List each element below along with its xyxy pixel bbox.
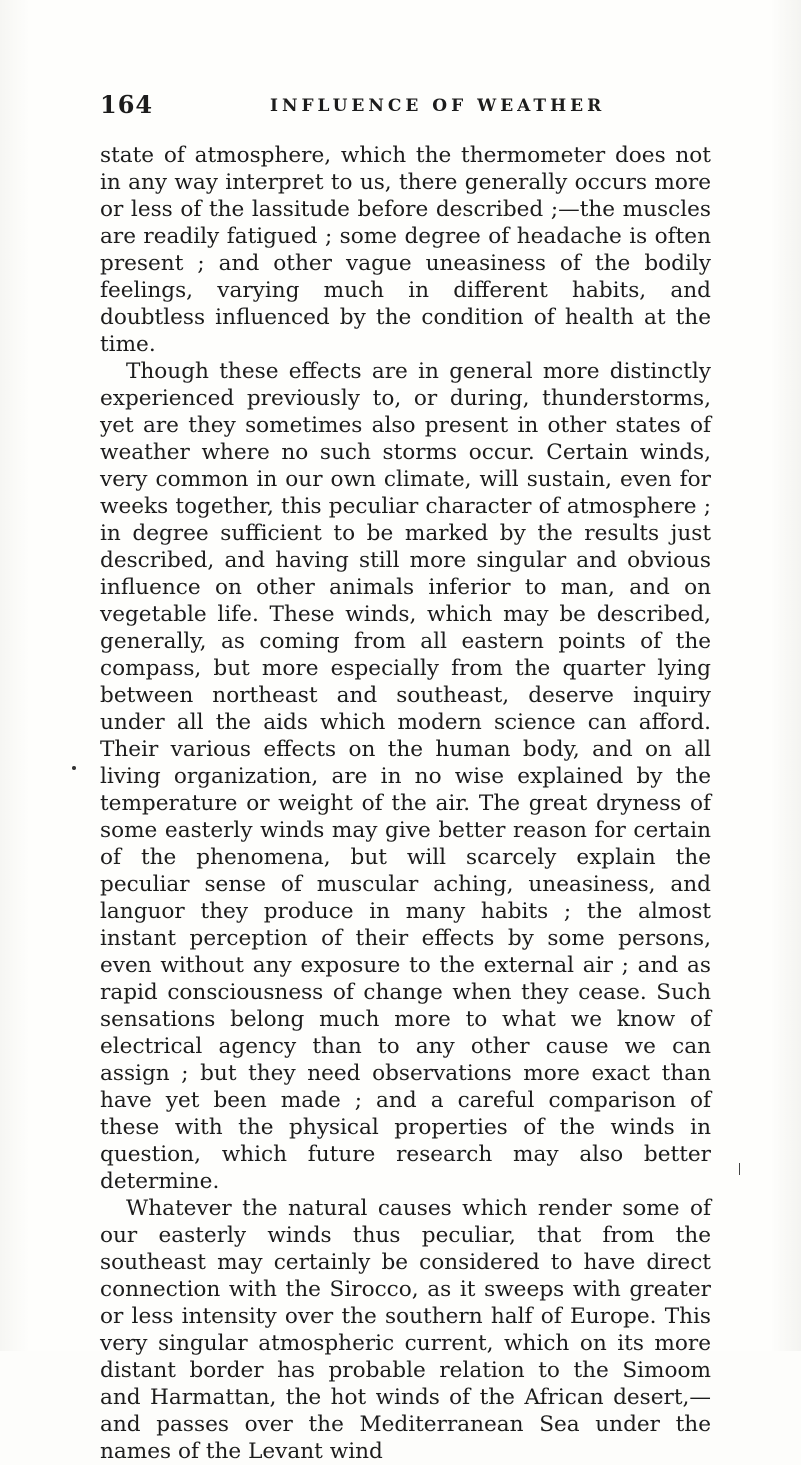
- page-header: [100, 90, 720, 120]
- running-head: INFLUENCE OF WEATHER: [270, 96, 606, 116]
- paragraph: state of atmosphere, which the thermometer does not in any way interpret to us, there generally occurs more or less of the lassitude before described ;—the muscles are readily fatigued ; some degree of headache is often present ; and other vague uneasiness of the bodily feelings, varying much in different habits, and doubtless influenced by the condition of health at the time.: [100, 143, 711, 357]
- paragraph: Whatever the natural causes which render some of our easterly winds thus peculiar, that from the southeast may certainly be considered to have direct connection with the Sirocco, as it sweeps with greater or less intensity over the southern half of Europe. This very singular atmospheric current, which on its more distant border has probable relation to the Simoom and Harmattan, the hot winds of the African desert,—and passes over the Mediterranean Sea under the names of the Levant wind: [100, 1196, 711, 1464]
- page-number: 164: [100, 90, 154, 119]
- body-text: [100, 142, 711, 1465]
- margin-speck: [72, 766, 76, 770]
- paragraph: Though these effects are in general more distinctly experienced previously to, or during, thunderstorms, yet are they sometimes also present in other states of weather where no such storms occur. Certain winds, very common in our own climate, will sustain, even for weeks together, this peculiar character of atmosphere ; in degree sufficient to be marked by the results just described, and having still more singular and obvious influence on other animals inferior to man, and on vegetable life. These winds, which may be described, generally, as coming from all eastern points of the compass, but more especially from the quarter lying between northeast and southeast, deserve inquiry under all the aids which modern science can afford. Their various effects on the human body, and on all living organization, are in no wise explained by the temperature or weight of the air. The great dryness of some easterly winds may give better reason for certain of the phenomena, but will scarcely explain the peculiar sense of muscular aching, uneasiness, and languor they produce in many habits ; the almost instant perception of their effects by some persons, even without any exposure to the external air ; and as rapid consciousness of change when they cease. Such sensations belong much more to what we know of electrical agency than to any other cause we can assign ; but they need observations more exact than have yet been made ; and a careful comparison of these with the physical properties of the winds in question, which future research may also better determine.: [100, 359, 711, 1194]
- margin-tick: [739, 1163, 740, 1175]
